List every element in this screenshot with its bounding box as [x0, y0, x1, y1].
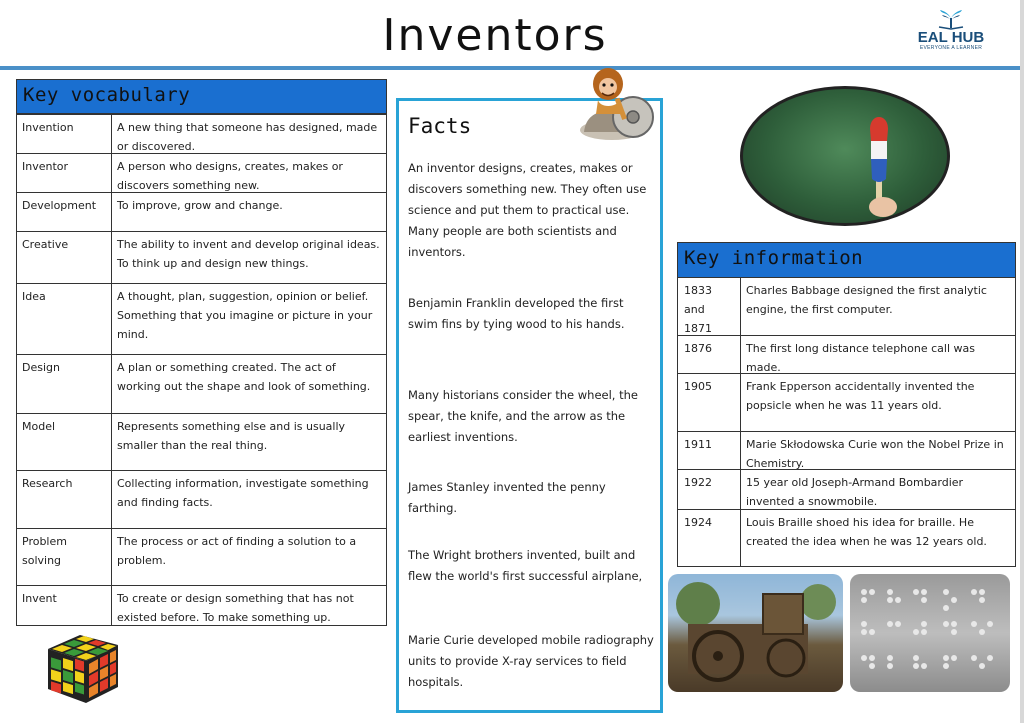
caveman-wheel-icon	[578, 62, 660, 144]
key-event: Louis Braille shoed his idea for braille. He created the idea when he was 12 years old.	[746, 516, 987, 548]
key-information-table	[677, 242, 1016, 567]
table-row	[17, 354, 386, 413]
fact-item: An inventor designs, creates, makes or discovers something new. They often use science and put them to practical use. Many people are both scientists and inventors.	[408, 161, 647, 259]
fact-item: Marie Curie developed mobile radiography units to provide X-ray services to field hospitals.	[408, 633, 654, 689]
key-event: Charles Babbage designed the first analytic engine, the first computer.	[746, 284, 987, 316]
vocab-definition: Collecting information, investigate something and finding facts.	[117, 477, 369, 509]
key-event: The first long distance telephone call was made.	[746, 342, 975, 374]
popsicle-photo	[740, 86, 950, 226]
vocab-term: Problem solving	[17, 529, 112, 585]
table-row	[17, 585, 386, 625]
vocab-term: Inventor	[17, 154, 112, 192]
vocab-term: Creative	[17, 232, 112, 283]
analytic-engine-photo	[668, 574, 843, 692]
key-event: 15 year old Joseph-Armand Bombardier invented a snowmobile.	[746, 476, 964, 508]
eal-hub-logo	[916, 8, 986, 51]
vocab-definition: A plan or something created. The act of working out the shape and look of something.	[117, 361, 371, 393]
table-row	[17, 528, 386, 585]
table-row	[678, 509, 1015, 566]
key-year: 1876	[678, 336, 741, 373]
popsicle-icon	[743, 89, 950, 226]
logo-text: EAL HUB	[917, 29, 985, 46]
vocab-term: Model	[17, 414, 112, 470]
fact-item: Benjamin Franklin developed the first swim fins by tying wood to his hands.	[408, 296, 625, 331]
vocab-definition: A new thing that someone has designed, made or discovered.	[117, 121, 378, 153]
book-tree-icon	[936, 8, 966, 30]
table-row	[678, 335, 1015, 373]
table-row	[17, 283, 386, 354]
vocab-definition: The process or act of finding a solution to a problem.	[117, 535, 357, 567]
facts-heading: Facts	[408, 114, 472, 138]
key-year: 1922	[678, 470, 741, 509]
vocabulary-heading: Key vocabulary	[17, 80, 386, 114]
vocab-definition: The ability to invent and develop original ideas. To think up and design new things.	[117, 238, 380, 270]
key-year: 1905	[678, 374, 741, 431]
fact-item: Many historians consider the wheel, the spear, the knife, and the arrow as the earliest inventions.	[408, 388, 638, 444]
braille-photo	[850, 574, 1010, 692]
vocab-term: Research	[17, 471, 112, 528]
table-row	[17, 413, 386, 470]
table-row	[678, 431, 1015, 469]
key-information-heading: Key information	[678, 243, 1015, 277]
header-rule	[0, 66, 1024, 70]
facts-panel	[396, 98, 663, 713]
vocab-term: Idea	[17, 284, 112, 354]
vocab-definition: To improve, grow and change.	[117, 199, 283, 212]
table-row	[17, 231, 386, 283]
fact-item: James Stanley invented the penny farthing.	[408, 480, 606, 515]
vocab-definition: A thought, plan, suggestion, opinion or belief. Something that you imagine or picture in your mind.	[117, 290, 373, 341]
table-row	[17, 192, 386, 231]
braille-dots-icon	[850, 574, 1010, 692]
table-row	[678, 469, 1015, 509]
vocab-term: Development	[17, 193, 112, 231]
key-event: Marie Skłodowska Curie won the Nobel Prize in Chemistry.	[746, 438, 1004, 470]
key-year: 1924	[678, 510, 741, 566]
vocab-term: Invent	[17, 586, 112, 625]
key-year: 1911	[678, 432, 741, 469]
fact-item: The Wright brothers invented, built and flew the world's first successful airplane,	[408, 548, 643, 583]
vocab-term: Invention	[17, 115, 112, 153]
table-row	[17, 470, 386, 528]
vocab-term: Design	[17, 355, 112, 413]
table-row	[17, 153, 386, 192]
page-title: Inventors	[382, 10, 608, 61]
rubiks-cube-icon	[40, 627, 126, 707]
table-row	[678, 277, 1015, 335]
vocab-definition: A person who designs, creates, makes or discovers something new.	[117, 160, 343, 192]
vocab-definition: Represents something else and is usually smaller than the real thing.	[117, 420, 346, 452]
engine-icon	[668, 574, 843, 692]
page-edge	[1020, 0, 1024, 723]
table-row	[17, 114, 386, 153]
logo-subtext: EVERYONE A LEARNER	[919, 45, 983, 51]
key-year: 1833 and 1871	[678, 278, 741, 335]
vocabulary-table	[16, 79, 387, 626]
key-event: Frank Epperson accidentally invented the popsicle when he was 11 years old.	[746, 380, 975, 412]
vocab-definition: To create or design something that has not existed before. To make something up.	[117, 592, 354, 624]
table-row	[678, 373, 1015, 431]
